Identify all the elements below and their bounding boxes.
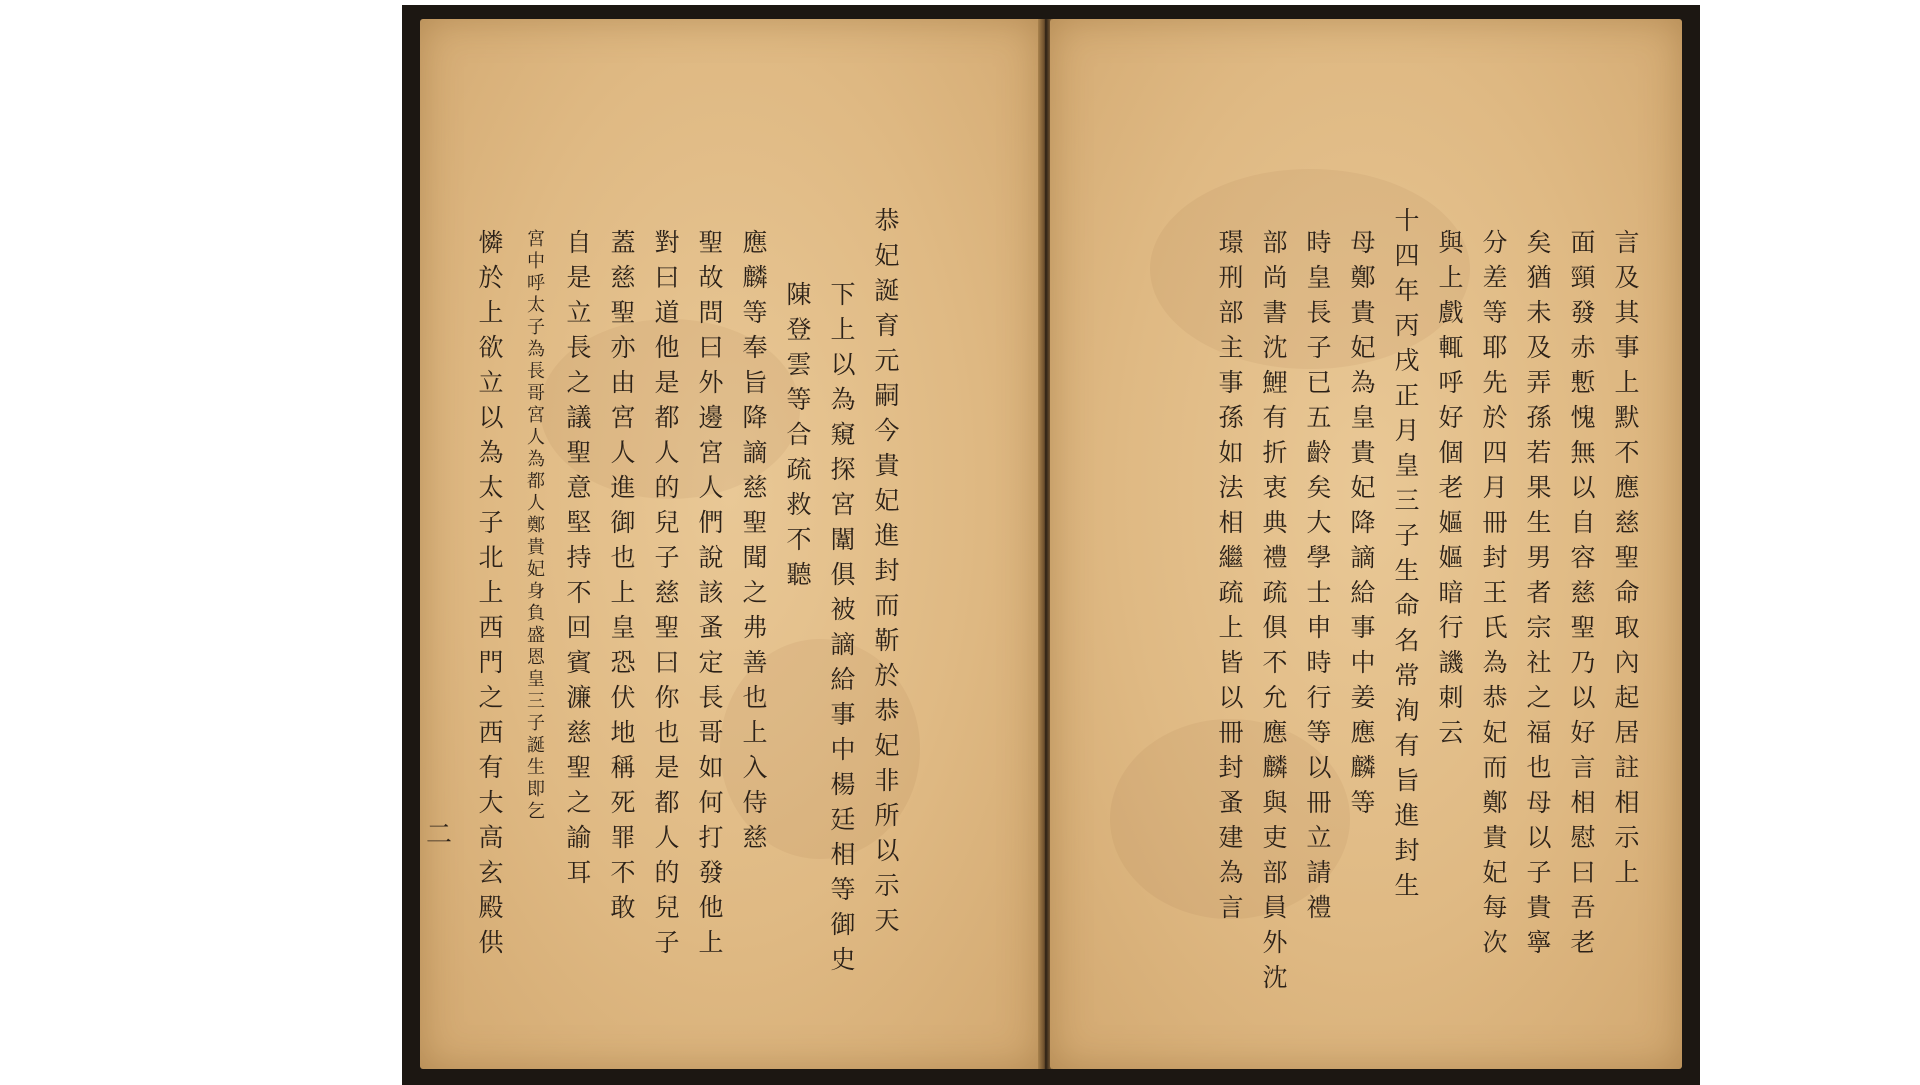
text-column: 陳登雲等合疏救不聽 (783, 281, 812, 596)
text-column: 面頸發赤慙愧無以自容慈聖乃以好言相慰曰吾老 (1567, 229, 1596, 964)
text-column: 憐於上欲立以為太子北上西門之西有大高玄殿供 (475, 229, 504, 964)
text-column: 十四年丙戌正月皇三子生命名常洵有旨進封生 (1391, 207, 1420, 907)
text-column: 下上以為窺探宮闈俱被謫給事中楊廷相等御史 (827, 281, 856, 981)
text-column: 應麟等奉旨降謫慈聖聞之弗善也上入侍慈 (739, 229, 768, 859)
text-column: 自是立長之議聖意堅持不回賓濂慈聖之諭耳 (563, 229, 592, 894)
text-column: 言及其事上默不應慈聖命取內起居註相示上 (1611, 229, 1640, 894)
book-scan (402, 5, 1700, 1085)
text-column: 蓋慈聖亦由宮人進御也上皇恐伏地稱死罪不敢 (607, 229, 636, 929)
text-column: 聖故問曰外邊宮人們說該蚤定長哥如何打發他上 (695, 229, 724, 964)
text-column: 時皇長子已五齡矣大學士申時行等以冊立請禮 (1303, 229, 1332, 929)
text-column: 宮中呼太子為長哥宮人為都人鄭貴妃身負盛恩皇三子誕生即乞 (524, 229, 545, 823)
text-column: 分差等耶先於四月冊封王氏為恭妃而鄭貴妃每次 (1479, 229, 1508, 964)
text-column: 恭妃誕育元嗣今貴妃進封而靳於恭妃非所以示天 (871, 207, 900, 942)
left-page (420, 19, 1042, 1069)
text-column: 矣猶未及弄孫若果生男者宗社之福也母以子貴寧 (1523, 229, 1552, 964)
text-column: 璟刑部主事孫如法相繼疏上皆以冊封蚤建為言 (1215, 229, 1244, 929)
right-page (1050, 19, 1682, 1069)
text-column: 與上戲輒呼好個老嫗嫗暗行譏刺云 (1435, 229, 1464, 754)
text-column: 母鄭貴妃為皇貴妃降謫給事中姜應麟等 (1347, 229, 1376, 824)
folio-number: 二 (426, 820, 453, 850)
text-column: 對曰道他是都人的兒子慈聖曰你也是都人的兒子 (651, 229, 680, 964)
text-column: 部尚書沈鯉有折衷典禮疏俱不允應麟與吏部員外沈 (1259, 229, 1288, 999)
